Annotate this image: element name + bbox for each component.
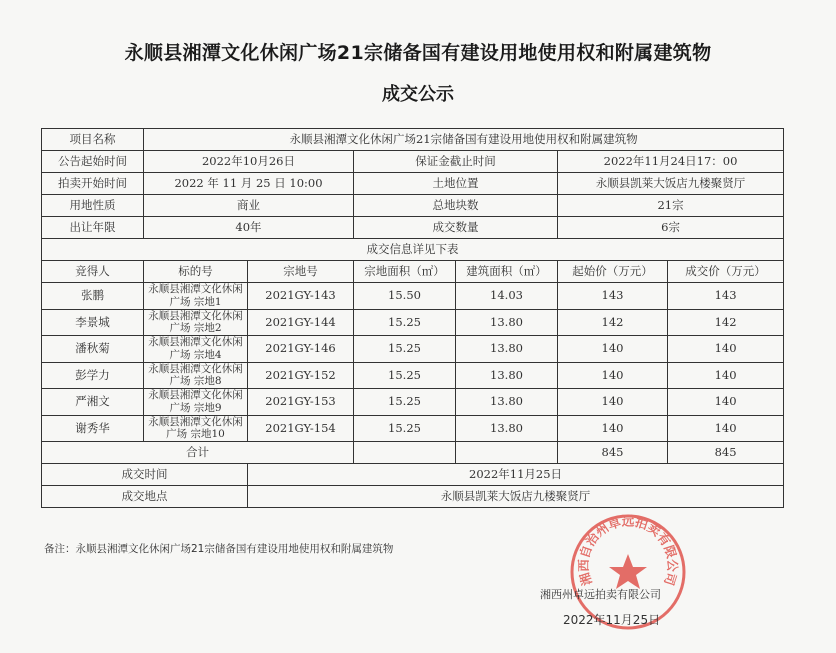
document-subtitle: 成交公示 [382, 84, 454, 105]
cell-building-area: 13.80 [456, 309, 558, 336]
label-deal-place: 成交地点 [42, 486, 248, 508]
cell-deal-price: 140 [668, 336, 784, 363]
company-name: 湘西州卓远拍卖有限公司 [540, 588, 661, 601]
info-row-dates [42, 151, 784, 173]
cell-lot: 永顺县湘潭文化休闲广场 宗地8 [144, 362, 248, 389]
cell-building-area: 13.80 [456, 415, 558, 442]
column-header-row [42, 261, 784, 283]
value-deposit-deadline: 2022年11月24日17：00 [558, 151, 784, 173]
cell-start-price: 140 [558, 415, 668, 442]
cell-deal-price: 140 [668, 415, 784, 442]
signature-date: 2022年11月25日 [563, 613, 661, 627]
deal-section-row [42, 239, 784, 261]
cell-bidder: 严湘文 [42, 389, 144, 416]
info-row-project [42, 129, 784, 151]
col-header-start-price: 起始价（万元） [558, 261, 668, 283]
deal-place-row [42, 486, 784, 508]
value-term: 40年 [144, 217, 354, 239]
label-auction-start: 拍卖开始时间 [42, 173, 144, 195]
cell-building-area: 13.80 [456, 362, 558, 389]
cell-land-area: 15.50 [354, 283, 456, 310]
cell-lot: 永顺县湘潭文化休闲广场 宗地9 [144, 389, 248, 416]
remark-note: 备注：永顺县湘潭文化休闲广场21宗储备国有建设用地使用权和附属建筑物 [44, 543, 394, 555]
value-location: 永顺县凯莱大饭店九楼聚贤厅 [558, 173, 784, 195]
cell-start-price: 143 [558, 283, 668, 310]
value-land-use: 商业 [144, 195, 354, 217]
table-row [42, 336, 784, 363]
total-label: 合计 [42, 442, 354, 464]
value-project-name: 永顺县湘潭文化休闲广场21宗储备国有建设用地使用权和附属建筑物 [144, 129, 784, 151]
table-row [42, 389, 784, 416]
cell-bidder: 潘秋菊 [42, 336, 144, 363]
cell-start-price: 140 [558, 389, 668, 416]
cell-start-price: 140 [558, 336, 668, 363]
value-deal-time: 2022年11月25日 [248, 464, 784, 486]
cell-bidder: 张鹏 [42, 283, 144, 310]
cell-land-area: 15.25 [354, 336, 456, 363]
cell-parcel: 2021GY-144 [248, 309, 354, 336]
label-land-use: 用地性质 [42, 195, 144, 217]
cell-deal-price: 143 [668, 283, 784, 310]
auction-result-table [41, 128, 784, 508]
cell-land-area: 15.25 [354, 389, 456, 416]
table-row [42, 362, 784, 389]
label-term: 出让年限 [42, 217, 144, 239]
col-header-parcel: 宗地号 [248, 261, 354, 283]
cell-start-price: 142 [558, 309, 668, 336]
cell-parcel: 2021GY-152 [248, 362, 354, 389]
info-row-term [42, 217, 784, 239]
cell-building-area: 13.80 [456, 389, 558, 416]
col-header-land-area: 宗地面积（㎡） [354, 261, 456, 283]
cell-deal-price: 142 [668, 309, 784, 336]
cell-land-area: 15.25 [354, 309, 456, 336]
info-row-land [42, 195, 784, 217]
cell-bidder: 谢秀华 [42, 415, 144, 442]
col-header-deal-price: 成交价（万元） [668, 261, 784, 283]
cell-lot: 永顺县湘潭文化休闲广场 宗地1 [144, 283, 248, 310]
value-total-parcels: 21宗 [558, 195, 784, 217]
total-start-price: 845 [558, 442, 668, 464]
total-empty-building [456, 442, 558, 464]
table-row [42, 415, 784, 442]
label-notice-start: 公告起始时间 [42, 151, 144, 173]
value-notice-start: 2022年10月26日 [144, 151, 354, 173]
cell-building-area: 13.80 [456, 336, 558, 363]
cell-parcel: 2021GY-146 [248, 336, 354, 363]
label-project-name: 项目名称 [42, 129, 144, 151]
label-location: 土地位置 [354, 173, 558, 195]
cell-bidder: 李景城 [42, 309, 144, 336]
cell-bidder: 彭学力 [42, 362, 144, 389]
cell-land-area: 15.25 [354, 415, 456, 442]
value-deal-place: 永顺县凯莱大饭店九楼聚贤厅 [248, 486, 784, 508]
table-row [42, 309, 784, 336]
seal-star-icon [609, 554, 647, 589]
info-row-auction [42, 173, 784, 195]
deal-time-row [42, 464, 784, 486]
total-deal-price: 845 [668, 442, 784, 464]
total-empty-land [354, 442, 456, 464]
cell-deal-price: 140 [668, 362, 784, 389]
cell-parcel: 2021GY-154 [248, 415, 354, 442]
col-header-lot: 标的号 [144, 261, 248, 283]
label-deal-count: 成交数量 [354, 217, 558, 239]
seal-text: 湘西自治州卓远拍卖有限公司 [575, 513, 681, 588]
table-row [42, 283, 784, 310]
cell-start-price: 140 [558, 362, 668, 389]
cell-land-area: 15.25 [354, 362, 456, 389]
cell-lot: 永顺县湘潭文化休闲广场 宗地2 [144, 309, 248, 336]
cell-parcel: 2021GY-143 [248, 283, 354, 310]
cell-deal-price: 140 [668, 389, 784, 416]
label-deal-time: 成交时间 [42, 464, 248, 486]
value-deal-count: 6宗 [558, 217, 784, 239]
deal-section-title: 成交信息详见下表 [42, 239, 784, 261]
cell-lot: 永顺县湘潭文化休闲广场 宗地4 [144, 336, 248, 363]
cell-lot: 永顺县湘潭文化休闲广场 宗地10 [144, 415, 248, 442]
total-row [42, 442, 784, 464]
col-header-building-area: 建筑面积（㎡） [456, 261, 558, 283]
cell-building-area: 14.03 [456, 283, 558, 310]
col-header-bidder: 竞得人 [42, 261, 144, 283]
label-total-parcels: 总地块数 [354, 195, 558, 217]
value-auction-start: 2022 年 11 月 25 日 10:00 [144, 173, 354, 195]
cell-parcel: 2021GY-153 [248, 389, 354, 416]
document-title: 永顺县湘潭文化休闲广场21宗储备国有建设用地使用权和附属建筑物 [124, 42, 712, 64]
label-deposit-deadline: 保证金截止时间 [354, 151, 558, 173]
